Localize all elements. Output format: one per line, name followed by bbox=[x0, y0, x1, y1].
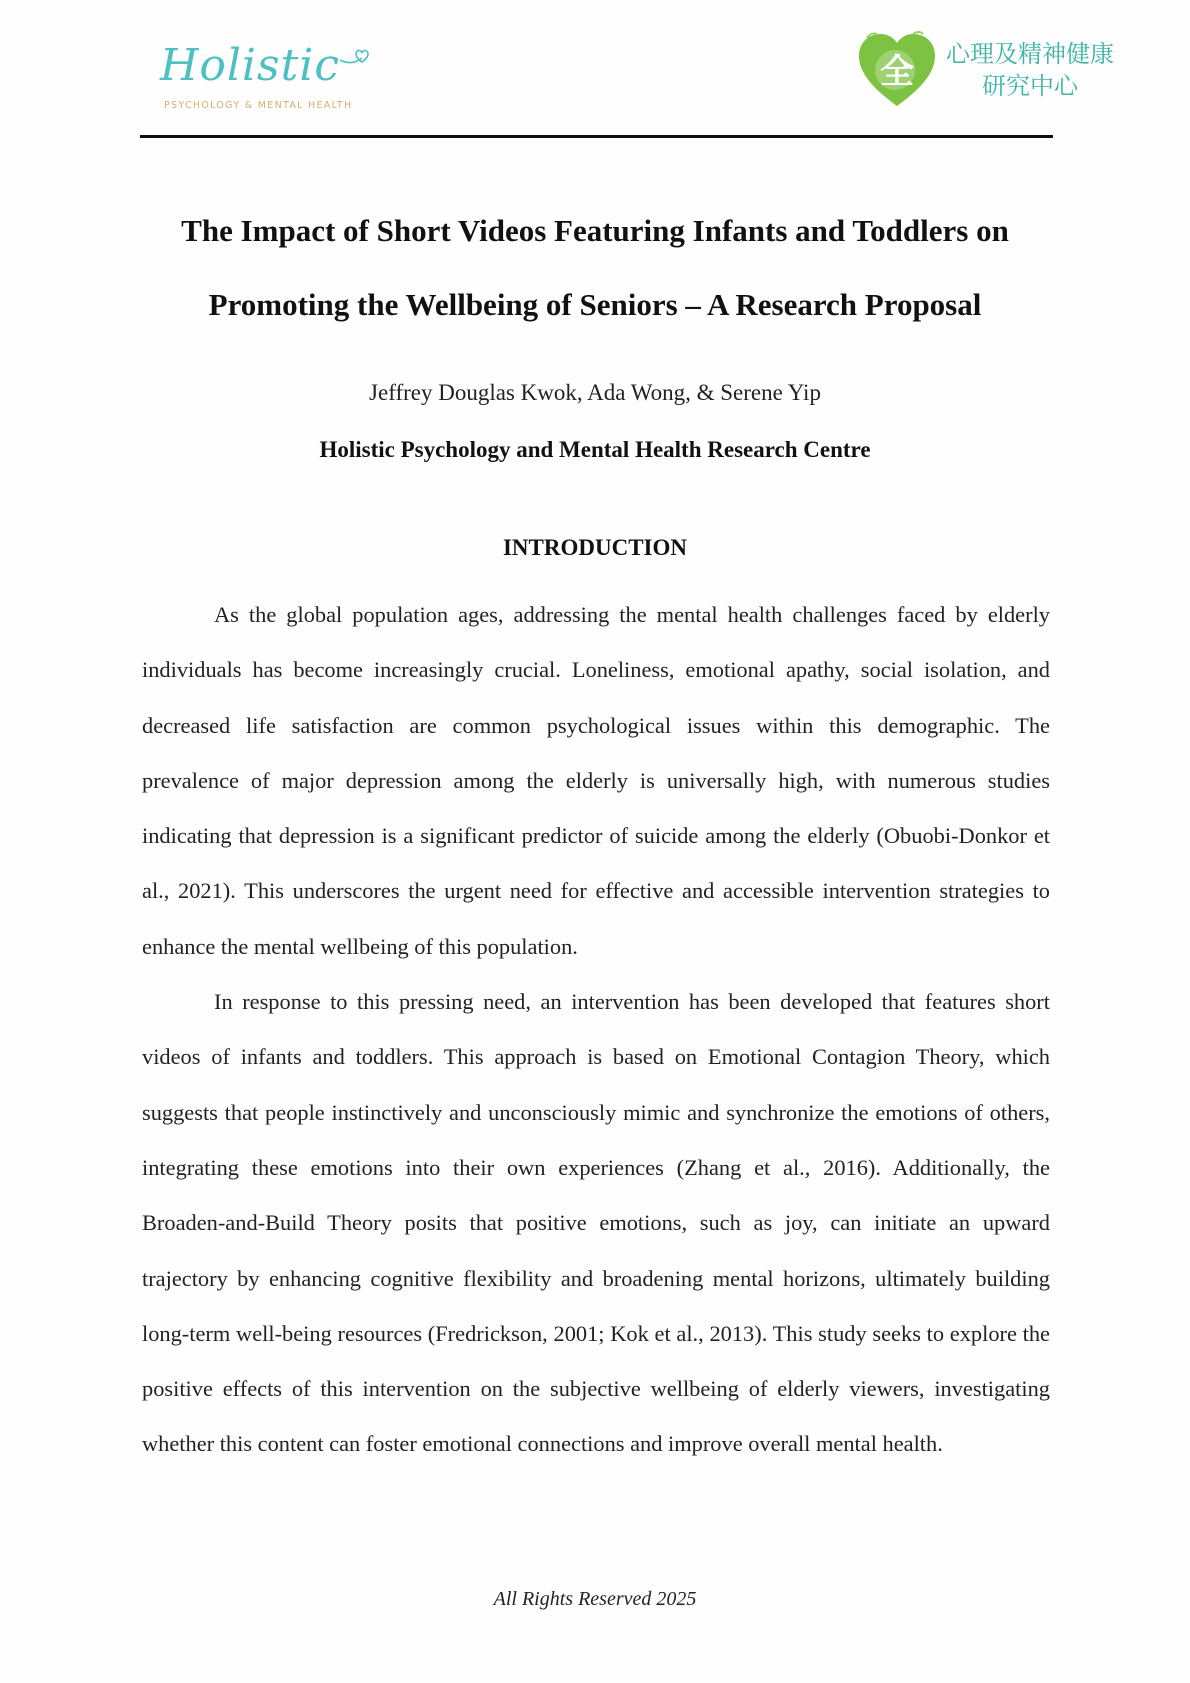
affiliation: Holistic Psychology and Mental Health Research Centre bbox=[319, 437, 871, 462]
logo-cn-line1: 心理及精神健康 bbox=[946, 40, 1114, 68]
title-line-1: The Impact of Short Videos Featuring Infants and Toddlers on bbox=[181, 213, 1009, 248]
body-text bbox=[142, 587, 1050, 1472]
title-line-2: Promoting the Wellbeing of Seniors – A Research Proposal bbox=[208, 287, 982, 322]
logo-wordmark: Holistic bbox=[160, 40, 340, 91]
logo-tagline: PSYCHOLOGY & MENTAL HEALTH bbox=[164, 100, 353, 111]
research-centre-logo bbox=[855, 28, 1115, 110]
header-divider bbox=[140, 135, 1053, 138]
paragraph: In response to this pressing need, an intervention has been developed that features short videos of infants and toddlers. This approach is based on Emotional Contagion Theory, which suggests that people instinctively and unconsciously mimic and synchronize the emotions of others, integrating these emotions into their own experiences (Zhang et al., 2016). Additionally, the Broaden-and-Build Theory posits that positive emotions, such as joy, can initiate an upward trajectory by enhancing cognitive flexibility and broadening mental horizons, ultimately building long-term well-being resources (Fredrickson, 2001; Kok et al., 2013). This study seeks to explore the positive effects of this intervention on the subjective wellbeing of elderly viewers, investigating whether this content can foster emotional connections and improve overall mental health. bbox=[142, 989, 1050, 1457]
holistic-logo bbox=[160, 40, 390, 115]
author-list: Jeffrey Douglas Kwok, Ada Wong, & Serene Yip bbox=[369, 380, 821, 405]
logo-cn-line2: 研究中心 bbox=[982, 72, 1078, 100]
heart-icon bbox=[338, 46, 382, 68]
section-heading: INTRODUCTION bbox=[502, 535, 688, 560]
copyright-footer: All Rights Reserved 2025 bbox=[493, 1588, 697, 1610]
document-title bbox=[100, 194, 1090, 342]
logo-chinese-name bbox=[940, 38, 1120, 102]
heart-shield-icon bbox=[855, 28, 939, 110]
paragraph: As the global population ages, addressing the mental health challenges faced by elderly individuals has become increasingly crucial. Loneliness, emotional apathy, social isolation, and decreased life satisfaction are common psychological issues within this demographic. The prevalence of major depression among the elderly is universally high, with numerous studies indicating that depression is a significant predictor of suicide among the elderly (Obuobi-Donkor et al., 2021). This underscores the urgent need for effective and accessible intervention strategies to enhance the mental wellbeing of this population. bbox=[142, 602, 1050, 959]
logo-emblem-char: 全 bbox=[880, 52, 914, 92]
